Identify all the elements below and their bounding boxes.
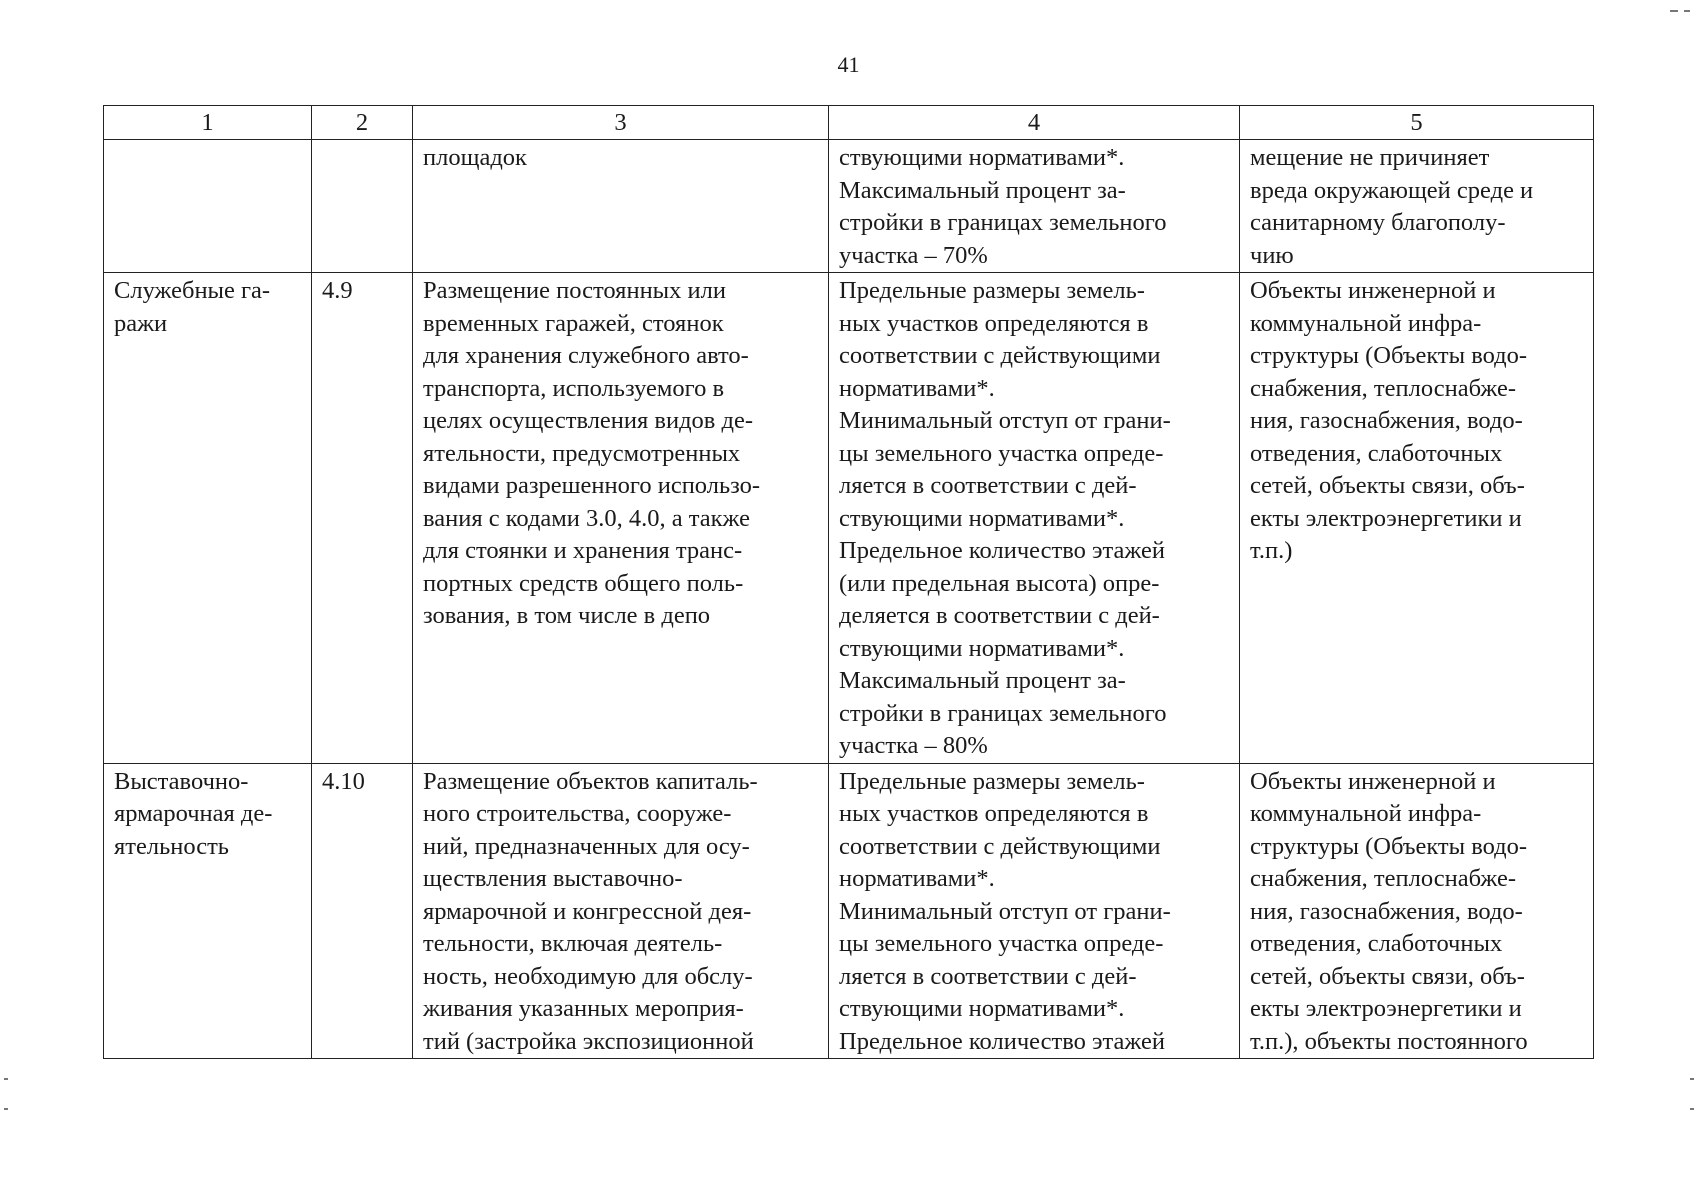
use-name-cell bbox=[104, 140, 312, 273]
use-name-cell: Служебные га- ражи bbox=[104, 273, 312, 764]
use-parameters-cell: ствующими нормативами*. Максимальный процент за- стройки в границах земельного участка – 70% bbox=[829, 140, 1240, 273]
use-code-cell bbox=[312, 140, 413, 273]
scan-edge-mark bbox=[1690, 1078, 1694, 1080]
use-code-cell: 4.9 bbox=[312, 273, 413, 764]
column-header-5: 5 bbox=[1240, 106, 1594, 140]
column-header-4: 4 bbox=[829, 106, 1240, 140]
use-notes-cell: Объекты инженерной и коммунальной инфра- структуры (Объекты водо- снабжения, теплоснабже- ния, газоснабжения, водо- отведения, слаботочных сетей, объекты связи, объ- екты электроэнергетики и т.п.) bbox=[1240, 273, 1594, 764]
column-header-3: 3 bbox=[413, 106, 829, 140]
use-parameters-cell: Предельные размеры земель- ных участков определяются в соответствии с действующими нормативами*. Минимальный отступ от грани- цы земельного участка опреде- ляется в соответствии с дей- ствующими нормативами*. Предельное количество этажей (или предельная высота) опре- деляется в соответствии с дей- ствующими нормативами*. Максимальный процент за- стройки в границах земельного участка – 80% bbox=[829, 273, 1240, 764]
use-notes-cell: Объекты инженерной и коммунальной инфра- структуры (Объекты водо- снабжения, теплоснабже- ния, газоснабжения, водо- отведения, слаботочных сетей, объекты связи, объ- екты электроэнергетики и т.п.), объекты постоянного bbox=[1240, 763, 1594, 1059]
table-row bbox=[104, 140, 1594, 273]
use-description-cell: Размещение постоянных или временных гаражей, стоянок для хранения служебного авто- транспорта, используемого в целях осуществления видов де- ятельности, предусмотренных видами разрешенного использо- вания с кодами 3.0, 4.0, а также для стоянки и хранения транс- портных средств общего поль- зования, в том числе в депо bbox=[413, 273, 829, 764]
use-description-cell: Размещение объектов капиталь- ного строительства, сооруже- ний, предназначенных для осу- ществления выставочно- ярмарочной и конгрессной дея- тельности, включая деятель- ность, необходимую для обслу- живания указанных мероприя- тий (застройка экспозиционной bbox=[413, 763, 829, 1059]
scan-edge-mark bbox=[1684, 10, 1690, 12]
scan-edge-mark bbox=[4, 1078, 8, 1080]
land-use-table bbox=[103, 105, 1594, 1059]
table-row bbox=[104, 273, 1594, 764]
use-name-cell: Выставочно- ярмарочная де- ятельность bbox=[104, 763, 312, 1059]
page-number: 41 bbox=[837, 52, 860, 77]
use-description-cell: площадок bbox=[413, 140, 829, 273]
use-parameters-cell: Предельные размеры земель- ных участков определяются в соответствии с действующими нормативами*. Минимальный отступ от грани- цы земельного участка опреде- ляется в соответствии с дей- ствующими нормативами*. Предельное количество этажей bbox=[829, 763, 1240, 1059]
use-code-cell: 4.10 bbox=[312, 763, 413, 1059]
use-notes-cell: мещение не причиняет вреда окружающей среде и санитарному благополу- чию bbox=[1240, 140, 1594, 273]
table-header-row bbox=[104, 106, 1594, 140]
table-row bbox=[104, 763, 1594, 1059]
column-header-2: 2 bbox=[312, 106, 413, 140]
scan-edge-mark bbox=[1690, 1108, 1694, 1110]
scan-edge-mark bbox=[4, 1108, 8, 1110]
column-header-1: 1 bbox=[104, 106, 312, 140]
scan-edge-mark bbox=[1670, 10, 1678, 12]
